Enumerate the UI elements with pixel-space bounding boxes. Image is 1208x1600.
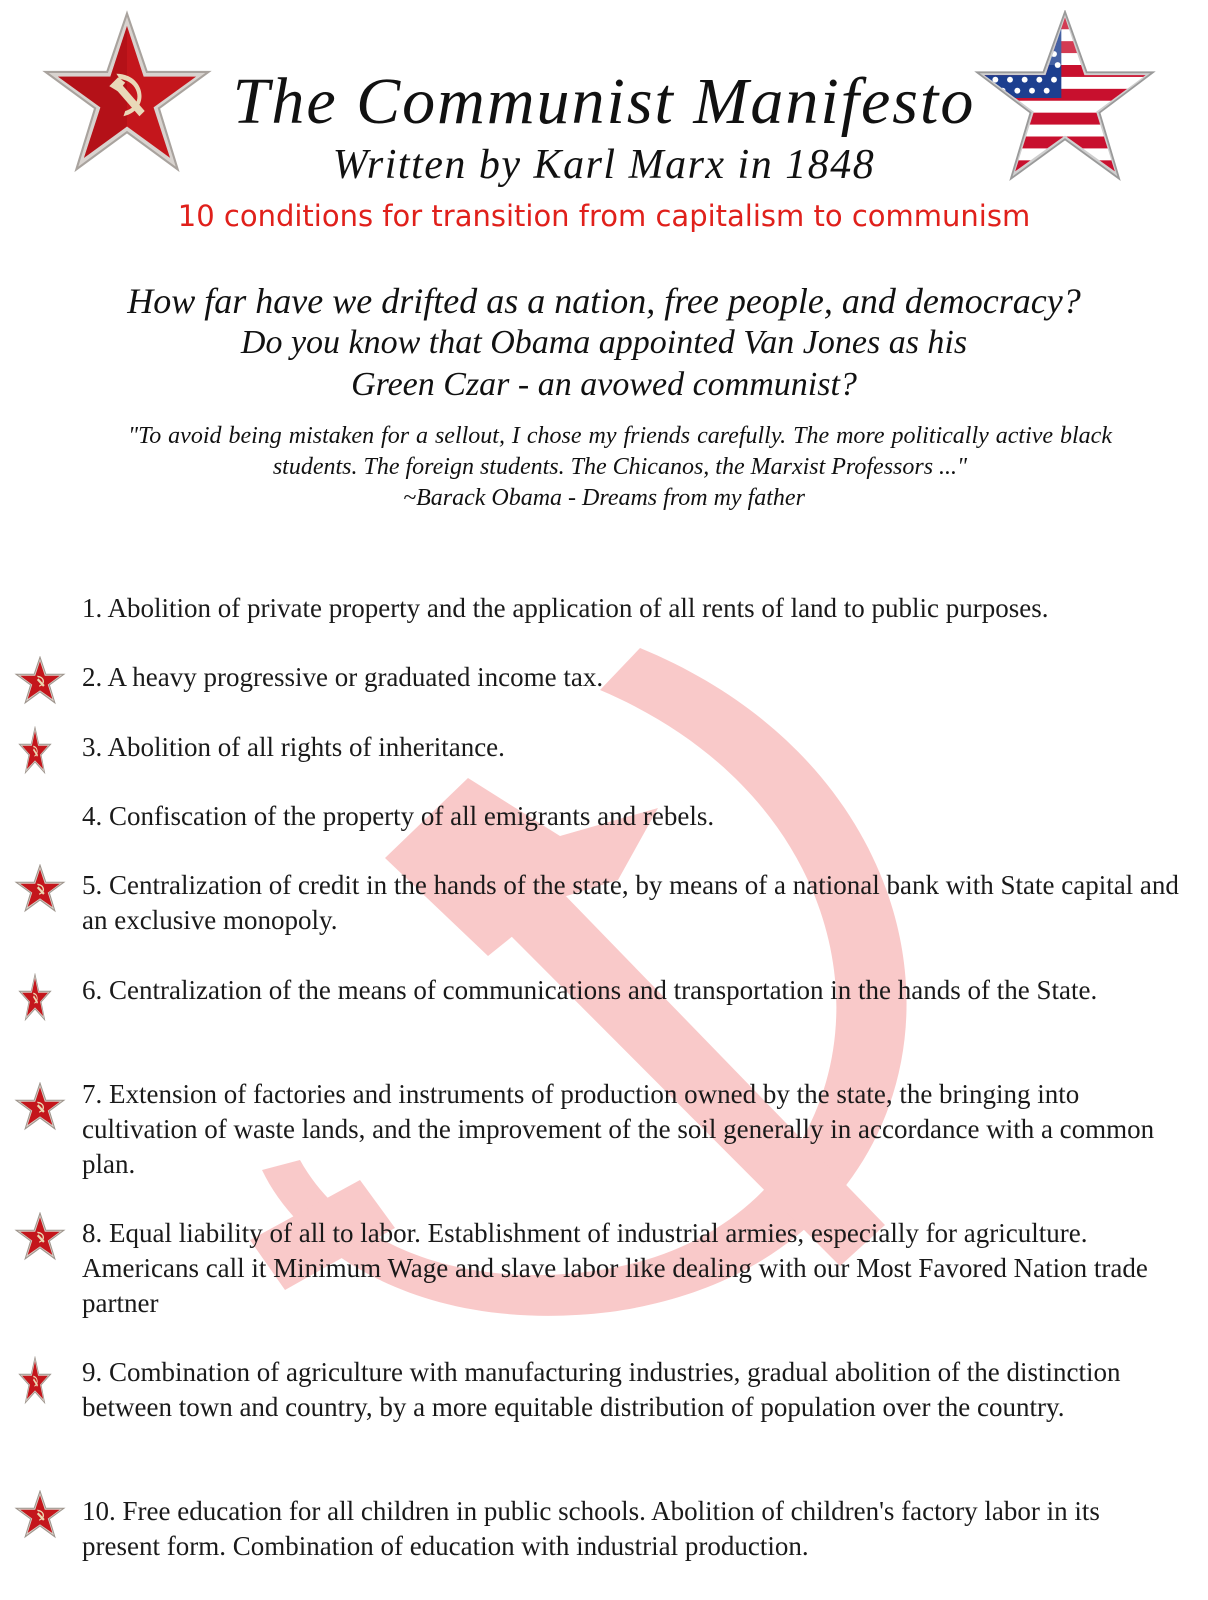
soviet-star-bullet-icon [18, 1356, 52, 1406]
soviet-star-bullet-icon [14, 1490, 66, 1540]
question-line-3: Green Czar - an avowed communist? [351, 366, 857, 403]
question-line-2: Do you know that Obama appointed Van Jones as his [240, 324, 968, 361]
condition-item: 7. Extension of factories and instruments of production owned by the state, the bringing into cultivation of waste lands, and the improvement of the soil generally in accordance with a common plan. [82, 1079, 1155, 1179]
quote-attribution: ~Barack Obama - Dreams from my father [403, 485, 805, 511]
soviet-star-bullet-icon [14, 1082, 66, 1132]
byline: Written by Karl Marx in 1848 [332, 142, 876, 188]
condition-item: 9. Combination of agriculture with manufacturing industries, gradual abolition of the distinction between town and country, by a more equitable distribution of population over the country. [82, 1357, 1121, 1422]
tagline: 10 conditions for transition from capitalism to communism [177, 199, 1031, 233]
soviet-star-bullet-icon [18, 973, 52, 1023]
condition-item: 1. Abolition of private property and the application of all rents of land to public purposes. [82, 593, 1049, 623]
soviet-star-bullet-icon [14, 1212, 66, 1262]
condition-item: 8. Equal liability of all to labor. Establishment of industrial armies, especially for agriculture. Americans call it Minimum Wage and slave labor like dealing with our Most Favored Nation trade partner [82, 1218, 1148, 1318]
condition-item: 10. Free education for all children in public schools. Abolition of children's factory labor in its present form. Combination of education with industrial production. [82, 1496, 1100, 1561]
condition-item: 4. Confiscation of the property of all emigrants and rebels. [82, 801, 715, 831]
soviet-star-bullet-icon [14, 864, 66, 914]
soviet-star-bullet-icon [14, 656, 66, 706]
page-title: The Communist Manifesto [232, 65, 976, 138]
soviet-star-bullet-icon [18, 726, 52, 776]
condition-item: 3. Abolition of all rights of inheritance. [82, 732, 505, 762]
question-line-1: How far have we drifted as a nation, free people, and democracy? [127, 281, 1081, 321]
obama-quote: "To avoid being mistaken for a sellout, I chose my friends carefully. The more politically active black students. The foreign students. The Chicanos, the Marxist Professors ..." [128, 423, 1112, 480]
condition-item: 6. Centralization of the means of communications and transportation in the hands of the State. [82, 975, 1098, 1005]
condition-item: 5. Centralization of credit in the hands of the state, by means of a national bank with State capital and an exclusive monopoly. [82, 870, 1179, 935]
condition-item: 2. A heavy progressive or graduated income tax. [82, 662, 604, 692]
